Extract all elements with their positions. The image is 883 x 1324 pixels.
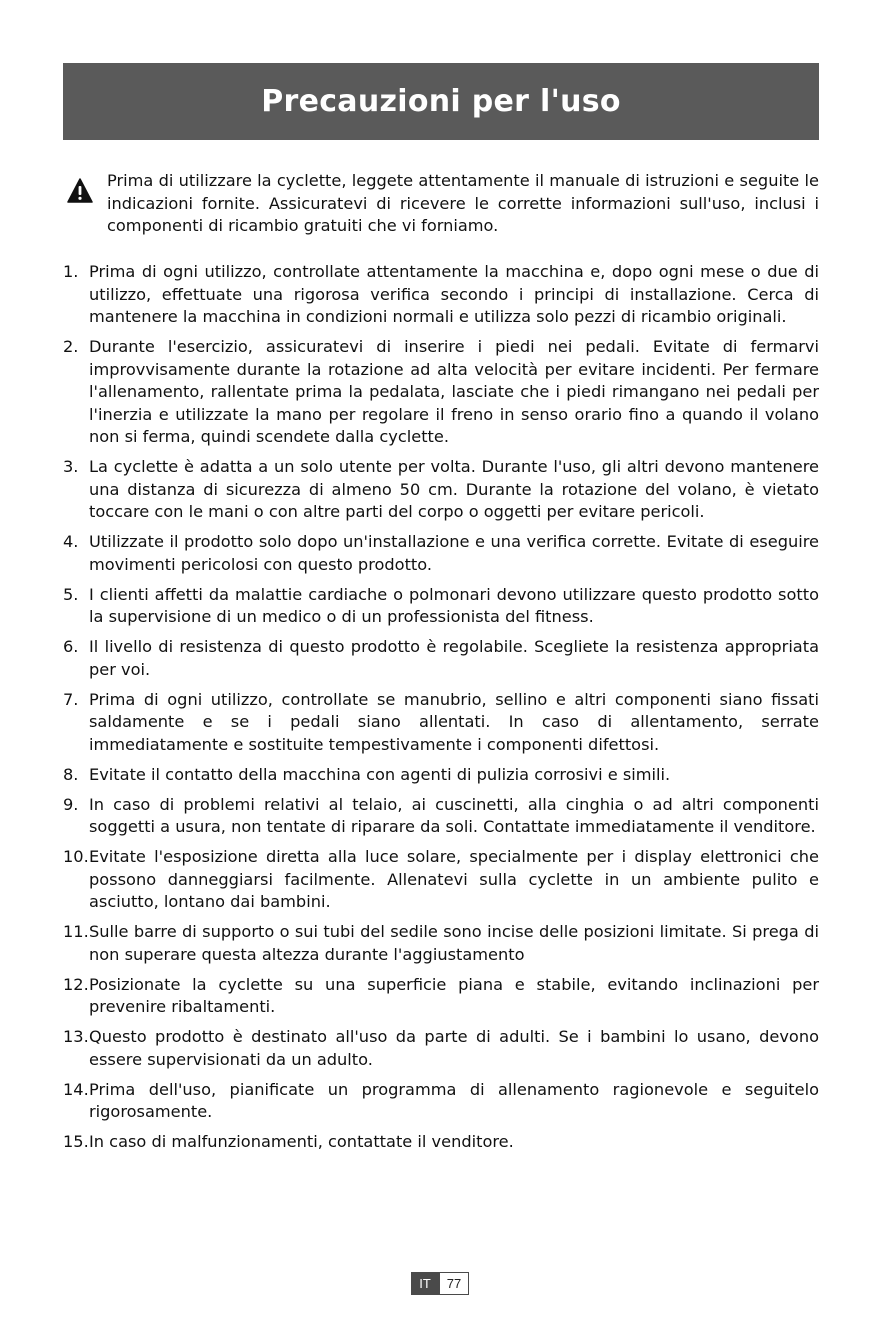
item-text: Prima di ogni utilizzo, controllate se manubrio, sellino e altri componenti siano fissati saldamente e se i pedali siano allentati. In caso di allentamento, serrate immediatamente e sostituite tempestivamente i componenti difettosi. (89, 689, 819, 754)
warning-text: Prima di utilizzare la cyclette, leggete attentamente il manuale di istruzioni e seguite le indicazioni fornite. Assicuratevi di ricevere le corrette informazioni sull'uso, inclusi i componenti di ricambio gratuiti che vi forniamo. (107, 171, 819, 235)
list-item (63, 584, 819, 629)
item-number: 8. (63, 764, 79, 784)
item-number: 2. (63, 337, 79, 356)
page-footer (411, 1272, 469, 1295)
item-number: 7. (63, 689, 79, 709)
warning-notice (63, 170, 819, 238)
item-text: Utilizzate il prodotto solo dopo un'installazione e una verifica corrette. Evitate di eseguire movimenti pericolosi con questo prodotto. (89, 532, 819, 574)
list-item (63, 1026, 819, 1071)
item-text: Questo prodotto è destinato all'uso da parte di adulti. Se i bambini lo usano, devono essere supervisionati da un adulto. (89, 1027, 819, 1069)
warning-triangle-icon (67, 178, 93, 204)
item-text: Posizionate la cyclette su una superficie piana e stabile, evitando inclinazioni per prevenire ribaltamenti. (89, 974, 819, 1016)
item-number: 10. (63, 847, 89, 866)
list-item (63, 794, 819, 839)
list-item (63, 764, 819, 787)
page-title: Precauzioni per l'uso (261, 84, 621, 119)
item-number: 6. (63, 637, 79, 656)
item-text: Prima dell'uso, pianificate un programma di allenamento ragionevole e seguitelo rigorosamente. (89, 1079, 819, 1121)
list-item (63, 261, 819, 329)
item-number: 3. (63, 457, 79, 476)
item-number: 4. (63, 532, 79, 551)
item-text: In caso di malfunzionamenti, contattate il venditore. (89, 1132, 514, 1151)
precautions-list (63, 261, 819, 1161)
item-text: La cyclette è adatta a un solo utente per volta. Durante l'uso, gli altri devono mantenere una distanza di sicurezza di almeno 50 cm. Durante la rotazione del volano, è vietato toccare con le mani o con altre parti del corpo o oggetti per evitare pericoli. (89, 457, 819, 521)
page-header-bar (63, 63, 819, 140)
item-number: 12. (63, 974, 89, 994)
item-number: 11. (63, 922, 89, 941)
list-item (63, 921, 819, 966)
item-number: 1. (63, 262, 79, 281)
list-item (63, 636, 819, 681)
item-number: 9. (63, 794, 79, 814)
item-number: 15. (63, 1132, 89, 1151)
item-text: Il livello di resistenza di questo prodotto è regolabile. Scegliete la resistenza appropriata per voi. (89, 637, 819, 679)
item-number: 14. (63, 1079, 89, 1099)
list-item (63, 689, 819, 757)
list-item (63, 456, 819, 524)
item-text: Evitate l'esposizione diretta alla luce solare, specialmente per i display elettronici che possono danneggiarsi facilmente. Allenatevi sulla cyclette in un ambiente pulito e asciutto, lontano dai bambini. (89, 847, 819, 911)
list-item (63, 1131, 819, 1154)
item-text: Sulle barre di supporto o sui tubi del sedile sono incise delle posizioni limitate. Si prega di non superare questa altezza durante l'aggiustamento (89, 922, 819, 964)
item-text: In caso di problemi relativi al telaio, ai cuscinetti, alla cinghia o ad altri componenti soggetti a usura, non tentate di riparare da soli. Contattate immediatamente il venditore. (89, 794, 819, 836)
page-number: 77 (439, 1272, 469, 1295)
list-item (63, 531, 819, 576)
language-badge: IT (411, 1272, 439, 1295)
item-number: 13. (63, 1027, 89, 1046)
list-item (63, 974, 819, 1019)
item-text: Durante l'esercizio, assicuratevi di inserire i piedi nei pedali. Evitate di fermarvi improvvisamente durante la rotazione ad alta velocità per evitare incidenti. Per fermare l'allenamento, rallentate prima la pedalata, lasciate che i piedi rimangano nei pedali per l'inerzia e utilizzate la mano per regolare il freno in senso orario fino a quando il volano non si ferma, quindi scendete dalla cyclette. (89, 337, 819, 446)
item-text: Evitate il contatto della macchina con agenti di pulizia corrosivi e simili. (89, 764, 671, 784)
item-text: Prima di ogni utilizzo, controllate attentamente la macchina e, dopo ogni mese o due di utilizzo, effettuate una rigorosa verifica secondo i principi di installazione. Cerca di mantenere la macchina in condizioni normali e utilizza solo pezzi di ricambio originali. (89, 262, 819, 326)
item-number: 5. (63, 584, 79, 604)
list-item (63, 846, 819, 914)
list-item (63, 336, 819, 449)
list-item (63, 1079, 819, 1124)
item-text: I clienti affetti da malattie cardiache o polmonari devono utilizzare questo prodotto sotto la supervisione di un medico o di un professionista del fitness. (89, 584, 819, 626)
